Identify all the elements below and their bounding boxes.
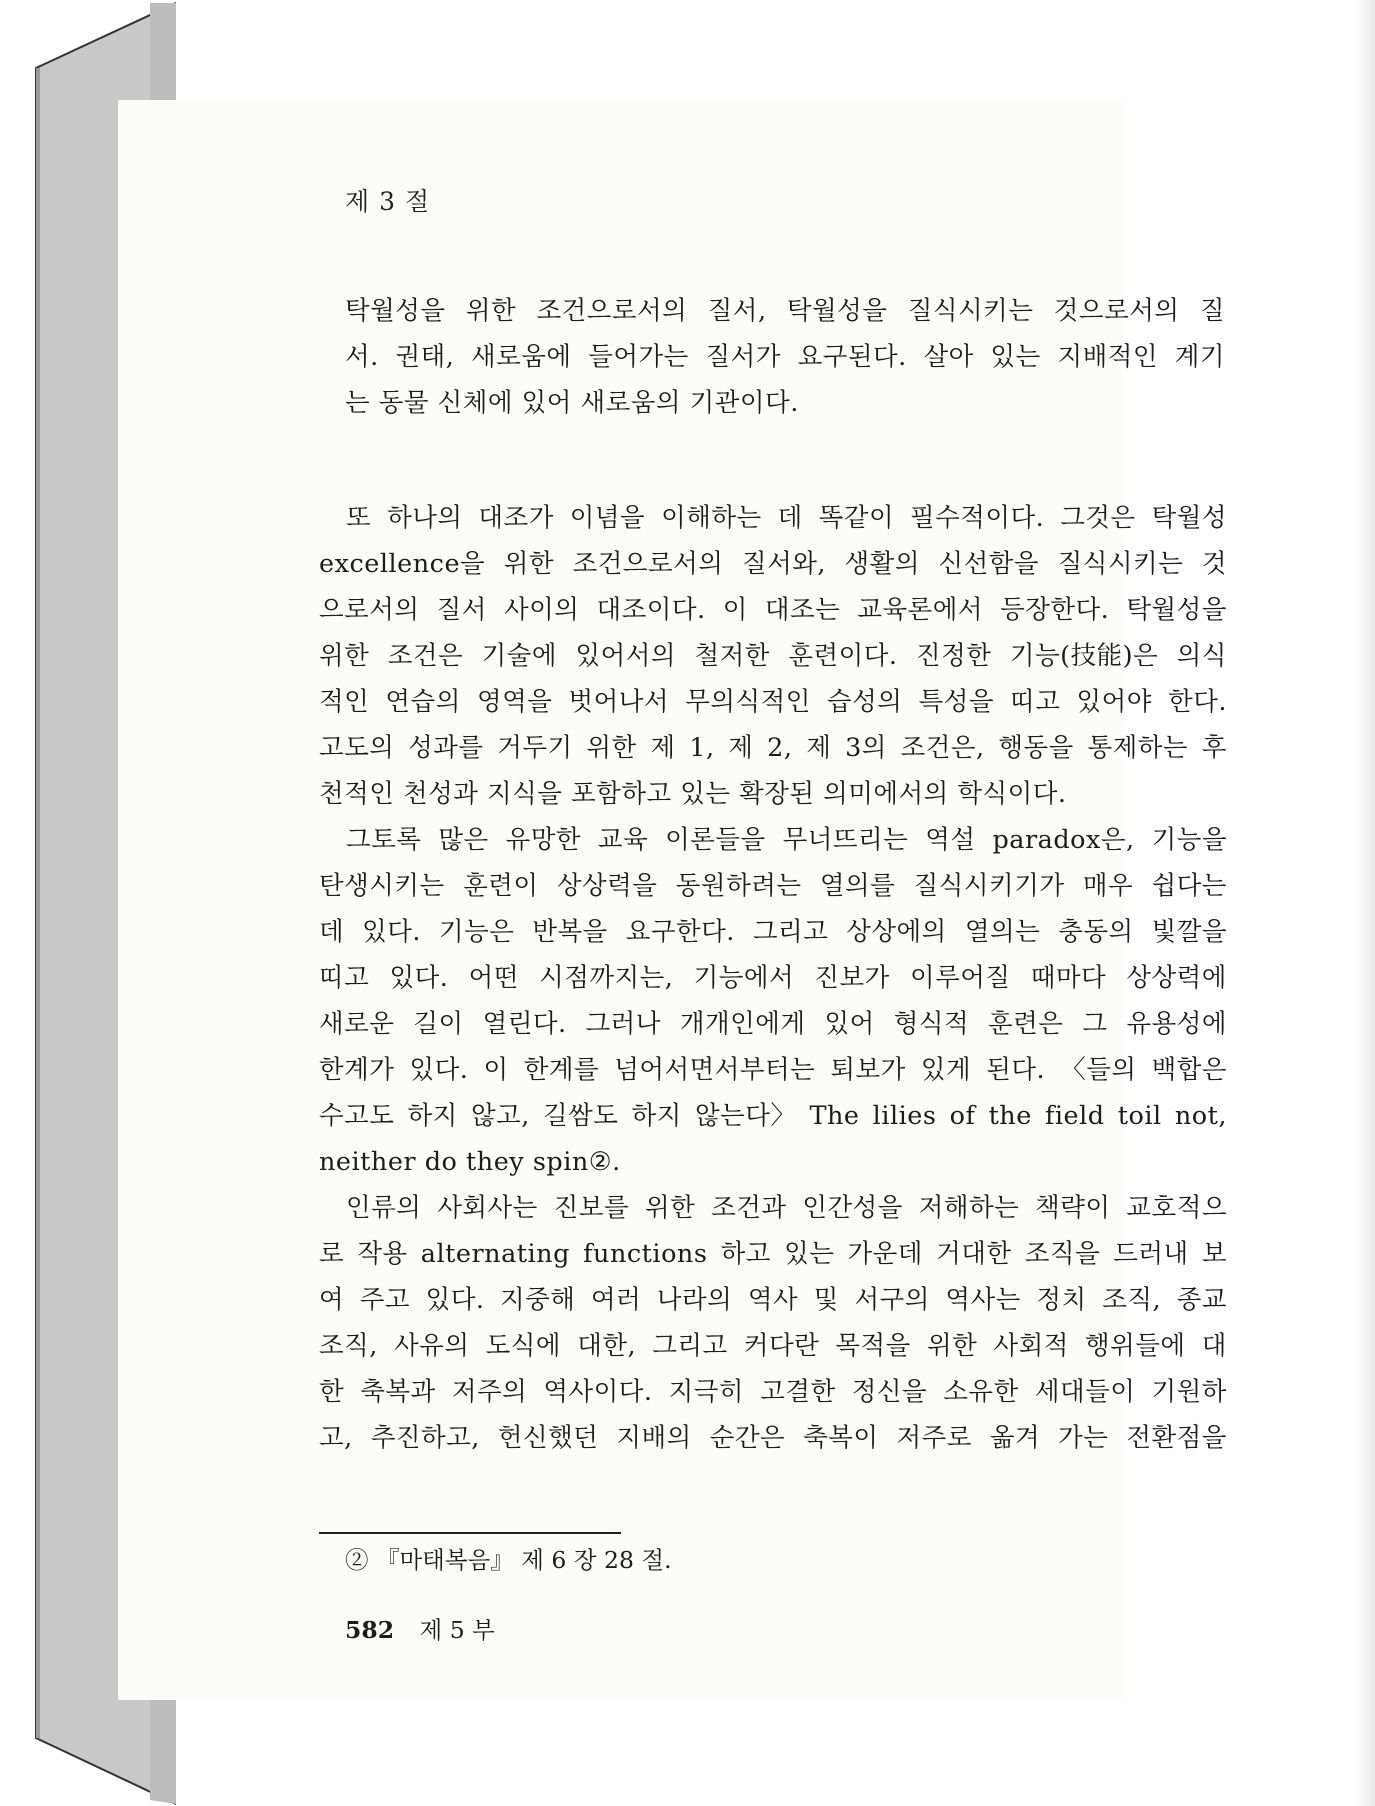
word: 유망한 [505,825,581,855]
word: 넘어서면서부터는 [614,1055,816,1085]
word: 상상력을 [556,871,658,901]
body-line [319,1323,1227,1369]
word: 저해하는 [918,1193,1020,1223]
word: 거두기 [497,733,573,763]
word: 3의 [845,733,887,763]
word: 요구된다. [797,342,907,372]
body-line [319,541,1227,587]
word: 으로서의 [319,595,420,625]
word: 동원하려는 [675,871,802,901]
word: 띠고 [319,963,370,993]
word: 것 [1201,549,1227,579]
word: 이루어질 [909,963,1011,993]
word: 행위들에 [1085,1331,1186,1361]
word: the [988,1101,1032,1131]
word: 있는 [784,1239,835,1269]
word: alternating [420,1239,570,1269]
word: 후 [1201,733,1227,763]
word: 사회적 [993,1331,1069,1361]
word: 축복이 [803,1423,879,1453]
body-line [319,725,1227,771]
word: 들어가는 [588,342,689,372]
word: 전환점을 [1126,1423,1227,1453]
word: 저주로 [896,1423,972,1453]
word: 조직, [1102,1285,1162,1315]
word: 하나의 [387,503,463,533]
word: 탁월성을 [786,296,888,326]
word: 대조가 [478,503,554,533]
word: spin②. [532,1147,621,1177]
word: 1, [689,733,715,763]
word: 천적인 [319,779,404,809]
word: 요구한다. [625,917,735,947]
word: 조직, [319,1331,378,1361]
word: 이 [722,595,748,625]
word: toil [1117,1101,1162,1131]
body-line [319,1093,1227,1139]
body-line [319,1139,1227,1185]
word: 위한 [465,296,517,326]
word: 탁월성을 [1126,595,1227,625]
body-line [319,1001,1227,1047]
word: 조직을 [1024,1239,1101,1269]
word: 축복과 [360,1377,436,1407]
part-label: 제 5 부 [419,1616,495,1644]
word: 있다. [409,1055,469,1085]
word: 쉽다는 [1151,871,1227,901]
word: 여 [319,1285,345,1315]
word: 도식에 [485,1331,562,1361]
word: 탁월성 [1151,503,1227,533]
word: 하지 [407,1101,458,1131]
word: 이해하는 [661,503,762,533]
word: 많은 [438,825,489,855]
word: 있게 [920,1055,972,1085]
word: 학식이다. [957,779,1067,809]
word: 역설 [925,825,976,855]
word: 그 [1082,1009,1108,1039]
body-line [319,1415,1227,1461]
word: 교육론에서 [857,595,984,625]
word: The [809,1101,860,1131]
word: 진보를 [553,1193,630,1223]
word: 질서와, [741,549,826,579]
word: 성과를 [408,733,484,763]
word: 대 [1201,1331,1227,1361]
body-line [319,771,1227,817]
word: 서. [345,342,379,372]
word: 책략이 [1035,1193,1111,1223]
word: 대한, [577,1331,637,1361]
word: 헌신했던 [497,1423,599,1453]
word: 빛깔을 [1151,917,1227,947]
word: 기원하 [1151,1377,1227,1407]
word: 교육 [597,825,649,855]
word: 훈련이다. [788,641,898,671]
word: 질 [1199,296,1225,326]
word: 커다란 [743,1331,820,1361]
word: 탄생시키는 [319,871,445,901]
word: 있어서의 [575,641,677,671]
word: 작용 [357,1239,408,1269]
word: 조건으로서의 [536,296,688,326]
word: 기능(技能)은 [1009,641,1159,671]
word: 무너뜨리는 [782,825,909,855]
word: 퇴보가 [830,1055,906,1085]
word: 살아 [923,342,974,372]
word: 새로움의 [580,388,690,418]
word: 생활의 [844,549,920,579]
word: 고결한 [760,1377,836,1407]
word: 위한 [586,733,637,763]
word: 습성의 [827,687,903,717]
word: 길쌈도 [542,1101,619,1131]
word: 세대들이 [1034,1377,1136,1407]
word: 질식시키기가 [913,871,1065,901]
word: 역사 [747,1285,799,1315]
word: 열의를 [819,871,896,901]
page-number: 582 [345,1616,395,1644]
word: 등장한다. [1000,595,1110,625]
word: 있다. [389,963,449,993]
word: 한다. [1168,687,1227,717]
word: 드러내 [1113,1239,1189,1269]
word: 순간은 [709,1423,786,1453]
word: 백합은 [1151,1055,1227,1085]
word: 않고, [470,1101,530,1131]
word: 지배적인 [1057,342,1158,372]
word: 권태, [395,342,455,372]
word: 무의식적인 [685,687,811,717]
word: 의미에서의 [823,779,958,809]
word: 매우 [1082,871,1134,901]
word: 이 [483,1055,509,1085]
word: field [1044,1101,1105,1131]
word: 제 [650,733,676,763]
word: 서구의 [854,1285,930,1315]
word: 열린다. [482,1009,567,1039]
word: 고도의 [319,733,395,763]
body-line [319,1277,1227,1323]
word: 〈들의 [1060,1055,1137,1085]
word: 2, [767,733,793,763]
word: 훈련은 [988,1009,1064,1039]
word: 질서 [436,595,487,625]
word: 개개인에게 [679,1009,806,1039]
body-line [319,679,1227,725]
word: 데 [777,503,803,533]
word: 옮겨 [989,1423,1041,1453]
word: 연습의 [385,687,461,717]
word: 것으로서의 [1053,296,1180,326]
word: 종교 [1176,1285,1227,1315]
word: 목적을 [835,1331,911,1361]
body-line [319,817,1227,863]
word: 정치 [1036,1285,1087,1315]
body-line [319,863,1227,909]
word: 기능은 [438,917,515,947]
word: 조건은, [900,733,985,763]
word: 열의는 [964,917,1041,947]
word: 질서, [707,296,767,326]
word: 의식 [1176,641,1227,671]
word: 그것은 [1060,503,1136,533]
epigraph-line [345,334,1225,380]
word: 주고 [359,1285,410,1315]
word: 대조는 [764,595,841,625]
word: 있다. [362,917,421,947]
word: 기능에서 [693,963,795,993]
word: 소유한 [943,1377,1019,1407]
epigraph [345,288,1225,426]
word: 위한 [926,1331,978,1361]
word: 사이의 [503,595,580,625]
word: 이념을 [569,503,646,533]
word: neither [319,1147,425,1177]
word: 제 [728,733,754,763]
word: 추진하고, [370,1423,480,1453]
word: 한계를 [523,1055,600,1085]
word: 새로운 [319,1009,395,1039]
word: 고, [319,1423,353,1453]
word: 역사이다. [543,1377,653,1407]
word: 동물 [378,388,438,418]
word: 새로움에 [471,342,572,372]
word: 훈련이 [463,871,539,901]
word: 있는 [990,342,1041,372]
word: 이론들을 [665,825,766,855]
word: 인간성을 [802,1193,903,1223]
word: 위한 [644,1193,696,1223]
word: 정신을 [851,1377,928,1407]
word: 필수적이다. [910,503,1045,533]
body-line [319,1369,1227,1415]
epigraph-line [345,380,1225,426]
word: 여러 [591,1285,642,1315]
word: do [424,1147,467,1177]
word: 기관이다. [689,388,799,418]
word: 위한 [319,641,370,671]
word: 저주의 [451,1377,528,1407]
word: 지배의 [616,1423,692,1453]
word: 질서가 [705,342,781,372]
body-line [319,1231,1227,1277]
body-line [319,955,1227,1001]
word: functions [583,1239,708,1269]
word: 길이 [413,1009,464,1039]
section-label: 제 3 절 [345,187,431,216]
word: 그토록 [346,825,422,855]
word: 신체에 [437,388,522,418]
word: 가는 [1058,1423,1109,1453]
word: 역사는 [945,1285,1021,1315]
word: 하고 [720,1239,771,1269]
word: 질식시키는 [1057,549,1184,579]
page-edge-shadow [1355,0,1375,1806]
word: not, [1174,1101,1227,1131]
word: 된다. [986,1055,1046,1085]
word: 있다. [425,1285,485,1315]
word: 영역을 [476,687,553,717]
word: 적인 [319,687,370,717]
word: 있는 [680,779,740,809]
word: 특성을 [918,687,994,717]
word: 형식적 [893,1009,970,1039]
word: 거대한 [936,1239,1012,1269]
word: 유용성에 [1126,1009,1227,1039]
footnote: ② 『마태복음』 제 6 장 28 절. [345,1546,672,1574]
word: 벗어나서 [568,687,670,717]
epigraph-line [345,288,1225,334]
body-line [319,1047,1227,1093]
body-text [319,495,1227,1461]
word: 위한 [503,549,555,579]
footnote-rule [319,1532,621,1534]
page-footer [345,1612,495,1648]
word: 어떤 [468,963,519,993]
word: 진보가 [814,963,890,993]
word: excellence을 [319,549,486,579]
word: 그리고 [652,1331,728,1361]
word: 한 [319,1377,345,1407]
word: 그리고 [752,917,829,947]
word: 있어 [521,388,581,418]
word: 대조이다. [596,595,706,625]
word: 계기 [1174,342,1225,372]
word: 띠고 [1010,687,1061,717]
word: 상상력에 [1126,963,1227,993]
word: 시점까지는, [539,963,674,993]
word: 질식시키는 [907,296,1034,326]
word: 있어 [824,1009,875,1039]
word: 않는다〉 [694,1101,797,1131]
word: 보 [1201,1239,1227,1269]
word: 조건과 [711,1193,787,1223]
body-line [319,587,1227,633]
word: paradox은, [992,825,1135,855]
word: 는 [345,388,379,418]
word: 상상에의 [846,917,947,947]
body-line [319,909,1227,955]
word: 충동의 [1058,917,1134,947]
word: 데 [319,917,345,947]
word: 사유의 [394,1331,470,1361]
word: 제 [806,733,832,763]
word: 탁월성을 [345,296,446,326]
word: lilies [872,1101,937,1131]
word: 지식을 [487,779,572,809]
word: 수고도 [319,1101,395,1131]
word: 때마다 [1030,963,1107,993]
word: they [466,1147,533,1177]
word: 반복을 [532,917,608,947]
word: 철저한 [694,641,770,671]
word: 또 [346,503,372,533]
word: 조건은 [387,641,464,671]
word: 인류의 [346,1193,422,1223]
word: 확장된 [739,779,824,809]
word: 통제하는 [1087,733,1189,763]
word: 로 [319,1239,345,1269]
word: 나라의 [656,1285,733,1315]
word: 및 [813,1285,839,1315]
word: 천성과 [403,779,488,809]
word: 하지 [631,1101,682,1131]
word: 기술에 [481,641,558,671]
body-line [319,1185,1227,1231]
word: 가운데 [847,1239,923,1269]
word: 기능을 [1151,825,1227,855]
word: of [949,1101,976,1131]
word: 지극히 [668,1377,745,1407]
word: 똑같이 [818,503,895,533]
word: 행동을 [998,733,1074,763]
word: 그러나 [585,1009,661,1039]
word: 지중해 [500,1285,576,1315]
word: 있어야 [1076,687,1152,717]
word: 사회사는 [437,1193,538,1223]
word: 한계가 [319,1055,395,1085]
word: 조건으로서의 [572,549,724,579]
body-line [319,495,1227,541]
word: 신선함을 [938,549,1040,579]
body-line [319,633,1227,679]
word: 진정한 [916,641,992,671]
word: 포함하고 [571,779,681,809]
word: 교호적으 [1126,1193,1227,1223]
